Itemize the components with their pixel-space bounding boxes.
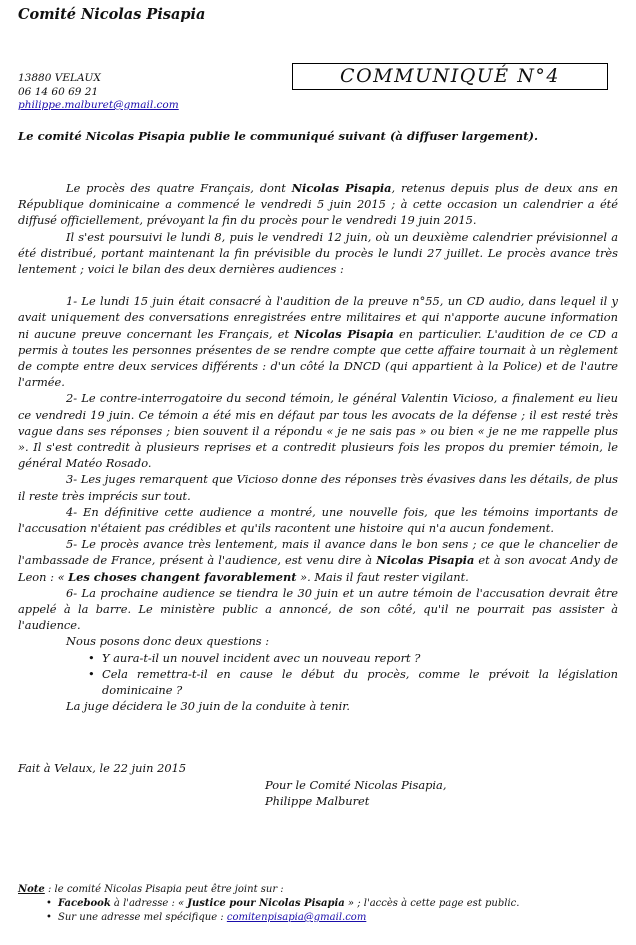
point-2: 2- Le contre-interrogatoire du second témoin, le général Valentin Vicioso, a finalement eu lieu ce vendredi 19 juin. Ce témoin a été mis en défaut par tous les avocats de la défense ; il est resté très vague dans ses réponses ; bien souvent il a répondu « je ne sais pas » ou bien « je ne me rappelle plus ». Il s'est contredit à plusieurs reprises et a contredit plusieurs fois les propos du premier témoin, le général Matéo Rosado. (18, 391, 618, 471)
question-item: • Cela remettra-t-il en cause le début du procès, comme le prévoit la législation dominicaine ? (88, 666, 618, 698)
question-item: • Y aura-t-il un nouvel incident avec un nouveau report ? (88, 650, 618, 666)
signature-name: Philippe Malburet (265, 794, 370, 808)
closing-line: La juge décidera le 30 juin de la conduite à tenir. (66, 699, 351, 714)
point-3: 3- Les juges remarquent que Vicioso donne des réponses très évasives dans les détails, de plus il reste très imprécis sur tout. (18, 472, 618, 503)
text: Sur une adresse mel spécifique : (58, 912, 227, 923)
email-link[interactable]: philippe.malburet@gmail.com (18, 99, 179, 111)
text: en particulier. L'audition de ce CD a permis à toutes les personnes présentes de se rendre compte que cette affaire tournait à un règlement de compte entre deux services différents : d'un côté la DNCD (qui appartient à la Police) et de l'autre l'armée. (18, 326, 618, 390)
address-city: 13880 VELAUX (18, 72, 101, 84)
communique-number-box: COMMUNIQUÉ N°4 (292, 63, 608, 90)
paragraph-second-calendar: Il s'est poursuivi le lundi 8, puis le vendredi 12 juin, où un deuxième calendrier prévisionnel a été distribué, portant maintenant la fin prévisible du procès le lundi 27 juillet. Le procès avance très lentement ; voici le bilan des deux dernières audiences : (18, 229, 618, 277)
point-4: 4- En définitive cette audience a montré, une nouvelle fois, que les témoins importants de l'accusation n'étaient pas crédibles et qu'ils racontent une histoire qui n'a aucun fondement. (18, 504, 618, 536)
facebook-label: Facebook (58, 898, 111, 909)
intro-line: Le comité Nicolas Pisapia publie le communiqué suivant (à diffuser largement). (18, 129, 539, 143)
text: 1- Le lundi 15 juin était consacré à l'audition de la preuve n°55, un CD audio, dans lequel il y avait uniquement des conversations enregistrées entre militaires et qui n'apporte aucune information ni aucune preuve concernant les Français, et (18, 294, 618, 341)
committee-title: Comité Nicolas Pisapia (18, 6, 206, 23)
highlighted-name: Nicolas Pisapia (294, 326, 394, 341)
facebook-page-name[interactable]: Justice pour Nicolas Pisapia (187, 898, 345, 909)
text: , retenus depuis plus de deux ans en République dominicaine a commencé le vendredi 5 juin 2015 ; à cette occasion un calendrier a été diffusé officiellement, prévoyant la fin du procès pour le vendredi 19 juin 2015. (18, 181, 619, 228)
communique-body (18, 180, 618, 715)
phone-number: 06 14 60 69 21 (18, 86, 99, 98)
point-6: 6- La prochaine audience se tiendra le 30 juin et un autre témoin de l'accusation devrait être appelé à la barre. Le ministère public a annoncé, de son côté, qu'il ne pourrait pas assister à l'audience. (18, 585, 618, 633)
paragraph-trial-start (18, 180, 618, 229)
note-line (18, 883, 519, 897)
text: Le procès des quatre Français, dont (66, 181, 292, 195)
facebook-item (46, 897, 519, 911)
text: ». Mais il faut rester vigilant. (296, 569, 469, 584)
text: » ; l'accès à cette page est public. (344, 898, 520, 909)
highlighted-name: Nicolas Pisapia (376, 553, 475, 568)
signature-block (265, 777, 446, 809)
committee-email-link[interactable]: comitenpisapia@gmail.com (226, 912, 367, 923)
note-text: : le comité Nicolas Pisapia peut être joint sur : (44, 884, 284, 895)
contact-note (18, 883, 519, 925)
text: 5- Le procès avance très lentement, mais il avance dans le bon sens ; ce que le chancelier de l'ambassade de France, présent à l'audience, est venu dire à (18, 537, 618, 568)
signature-for: Pour le Comité Nicolas Pisapia, (265, 778, 447, 792)
point-1 (18, 293, 618, 390)
email-item (46, 911, 519, 925)
text: et à son avocat Andy de Leon : « (18, 553, 618, 584)
questions-list (88, 650, 618, 699)
note-label: Note (18, 884, 45, 895)
highlighted-name: Nicolas Pisapia (291, 181, 392, 195)
questions-intro: Nous posons donc deux questions : (66, 634, 270, 649)
place-date: Fait à Velaux, le 22 juin 2015 (18, 761, 187, 775)
point-5 (18, 536, 618, 585)
quote: Les choses changent favorablement (68, 569, 297, 584)
contact-list (46, 897, 519, 925)
text: à l'adresse : « (110, 898, 188, 909)
